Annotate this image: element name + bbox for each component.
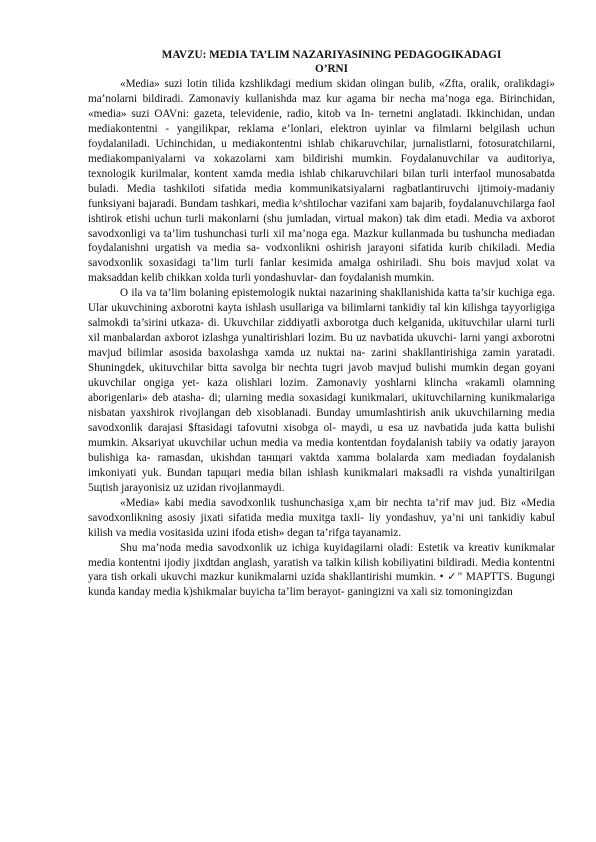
title-line-2: O’RNI [315,62,348,75]
document-title [88,49,555,76]
paragraph-family-education: O ila va ta’lim bolaning epistemologik nuktai nazarining shakllanishida katta ta’sir kuchiga ega. Ular ukuvchining axborotni kayta ishlash usullariga va bilimlarni tankidiy tal kin kilishga tayyorligiga salmokdi ta’sirini utkaza- di. Ukuvchilar ziddiyatli axborotga duch kelganida, ukituvchilar ularni turli xil manbalardan axborot izlashga yunaltirishlari lozim. Bu uz navbatida ukuvchi- larni yangi axborotni mavjud bilimlar asosida baxolashga xamda uz nuktai na- zarini shakllantirishiga zamin yaratadi. Shuningdek, ukituvchilar bitta savolga bir nechta tugri javob mavjud bulishi mumkin degan goyani ukuvchilar ongiga yet- kaza olishlari lozim. Zamonaviy yoshlarni klincha «rakamli olamning aborigenlari» deb atasha- di; ularning media soxasidagi kunikmalari, ukituvchilarning kunikmalariga nisbatan yaxshirok rivojlangan deb xisoblanadi. Bunday umumlashtirish anik ukuvchilarning media savodxonlik darajasi $ftasidagi tafovutni xisobga ol- maydi, u esa uz navbatida juda katta bulishi mumkin. Aksariyat ukuvchilar uchun media va media kontentdan foydalanish tabiiy va odatiy jarayon bulishiga ka- ramasdan, ukishdan taнщari vaktda xamma bolalarda xam mediadan foydalanish imkoniyati yuk. Bundan taрщari media bilan ishlash kunikmalari maksadli ra vishda yunaltirilgan 5щtish jarayonisiz uz uzidan rivojlanmaydi. [88,287,555,494]
paragraph-media-literacy-definition: «Media» kabi media savodxonlik tushunchasiga x,am bir nechta ta’rif mav jud. Biz «Media savodxonlikning asosiy jixati sifatida media muxitga taxli- liy yondashuv, ya’ni uni tankidiy kabul kilish va media vositasida uzini ifoda etish» degan ta’rifga tayanamiz. [88,496,555,539]
paragraph-media-definition: «Media» suzi lotin tilida kzshlikdagi medium skidan olingan bulib, «Zfta, oralik, oralikdagi» ma’nolarni bildiradi. Zamonaviy kullanishda maz kur agama bir necha ma’noga ega. Birinchidan, «media» suzi OAVni: gazeta, televidenie, radio, kitob va In- ternetni anglatadi. Ikkinchidan, undan mediakontentni - yangilikpar, reklama e’lonlari, elektron uyinlar va filmlarni belgilash uchun foydalaniladi. Uchinchidan, u mediakontentni ishlab chikaruvchilar, jurnalistlarni, fotosuratchilarni, mediakompaniyalarni va xokazolarni xam bildirishi mumkin. Foydalanuvchilar va auditoriya, texnologik kurilmalar, kontent xamda media ishlab chikaruvchilari bilan turli interfaol munosabatda buladi. Media tashkiloti sifatida media kommunikatsiyalarni ragbatlantiruvchi ijtimoiy-madaniy funksiyani bajaradi. Bundam tashkari, media k^shtilochar vazifani xam bajarib, foydalanuvchilarga faol ishtirok etishi uchun turli makonlarni (shu jumladan, virtual makon) tak dim etadi. Media va axborot savodxonligi va ta’lim tushunchasi turli xil ma’noga ega. Mazkur kullanmada bu tushuncha mediadan foydalanishni urgatish va media sa- vodxonlikni oshirish jarayoni sifatida kurib chikiladi. Media savodxonlik soxasidagi ta’lim turli fanlar kesimida amalga oshiriladi. Shu bois mavjud xolat va maksaddan kelib chikkan xolda turli yondashuvlar- dan foydalanish mumkin. [88,78,555,285]
title-line-1: MAVZU: MEDIA TA’LIM NAZARIYASINING PEDAGOGIKADAGI [161,49,502,61]
paragraph-media-literacy-skills: Shu ma’noda media savodxonlik uz ichiga kuyidagilarni oladi: Estetik va kreativ kunikmalar media kontentni ijodiy jixdtdan anglash, yaratish va talkin kilish kobiliyatini bildiradi. Media kontentni yara tish orkali ukuvchi mazkur kunikmalarni uzida shakllantirishi mumkin. • ✓" MAPTTS. Bugungi kunda kanday media k)shikmalar buyicha ta’lim berayot- ganingizni va xali siz tomoningizdan [88,541,555,599]
document-page [88,49,555,600]
